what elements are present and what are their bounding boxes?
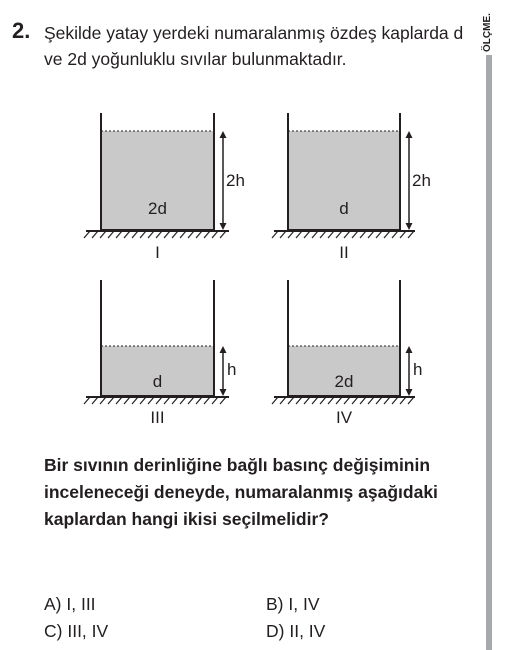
option-b-letter: B)	[266, 594, 284, 614]
height-arrow-head-top-4	[406, 346, 413, 353]
height-arrow-head-bottom-1	[220, 223, 227, 230]
option-c-text: III, IV	[67, 621, 109, 641]
container-4	[272, 280, 422, 427]
question-prompt: Bir sıvının derinliğine bağlı basınç değişiminin inceleneceği deneyde, numaralanmış aşağıdaki kaplardan hangi ikisi seçilmelidir?	[44, 455, 438, 529]
option-d[interactable]	[266, 621, 325, 642]
height-label-3: h	[227, 360, 237, 379]
option-d-text: II, IV	[289, 621, 326, 641]
height-arrow-head-top-2	[406, 131, 413, 138]
option-c-letter: C)	[44, 621, 63, 641]
option-d-letter: D)	[266, 621, 285, 641]
density-label-1: 2d	[148, 199, 167, 218]
height-arrow-head-bottom-2	[406, 223, 413, 230]
density-label-4: 2d	[334, 372, 354, 391]
height-label-1: 2h	[226, 171, 245, 190]
container-label-4: IV	[335, 408, 353, 427]
option-a-letter: A)	[44, 594, 62, 614]
option-a-text: I, III	[66, 594, 96, 614]
question-stem: Şekilde yatay yerdeki numaralanmış özdeş kaplarda d ve 2d yoğunluklu sıvılar bulunmaktadır.	[44, 23, 464, 69]
ground-hatch-4	[272, 397, 414, 404]
height-arrow-head-bottom-3	[220, 389, 227, 396]
option-b[interactable]	[266, 594, 320, 615]
height-label-4: h	[413, 360, 423, 379]
height-arrow-head-bottom-4	[406, 389, 413, 396]
container-label-3: III	[150, 408, 165, 427]
height-arrow-head-top-3	[220, 346, 227, 353]
height-label-2: 2h	[412, 171, 431, 190]
container-3	[84, 280, 236, 427]
ground-hatch-3	[84, 397, 226, 404]
container-label-1: I	[155, 243, 160, 262]
option-b-text: I, IV	[288, 594, 320, 614]
question-number: 2.	[12, 18, 31, 43]
density-label-3: d	[152, 372, 163, 391]
height-arrow-head-top-1	[220, 131, 227, 138]
option-a[interactable]	[44, 594, 96, 615]
ground-hatch-1	[84, 231, 226, 238]
container-2	[272, 113, 431, 262]
option-c[interactable]	[44, 621, 108, 642]
container-1	[84, 113, 245, 262]
ground-hatch-2	[272, 231, 414, 238]
side-section-label: ÖLÇME.	[482, 13, 493, 52]
container-label-2: II	[339, 243, 349, 262]
density-label-2: d	[339, 199, 349, 218]
